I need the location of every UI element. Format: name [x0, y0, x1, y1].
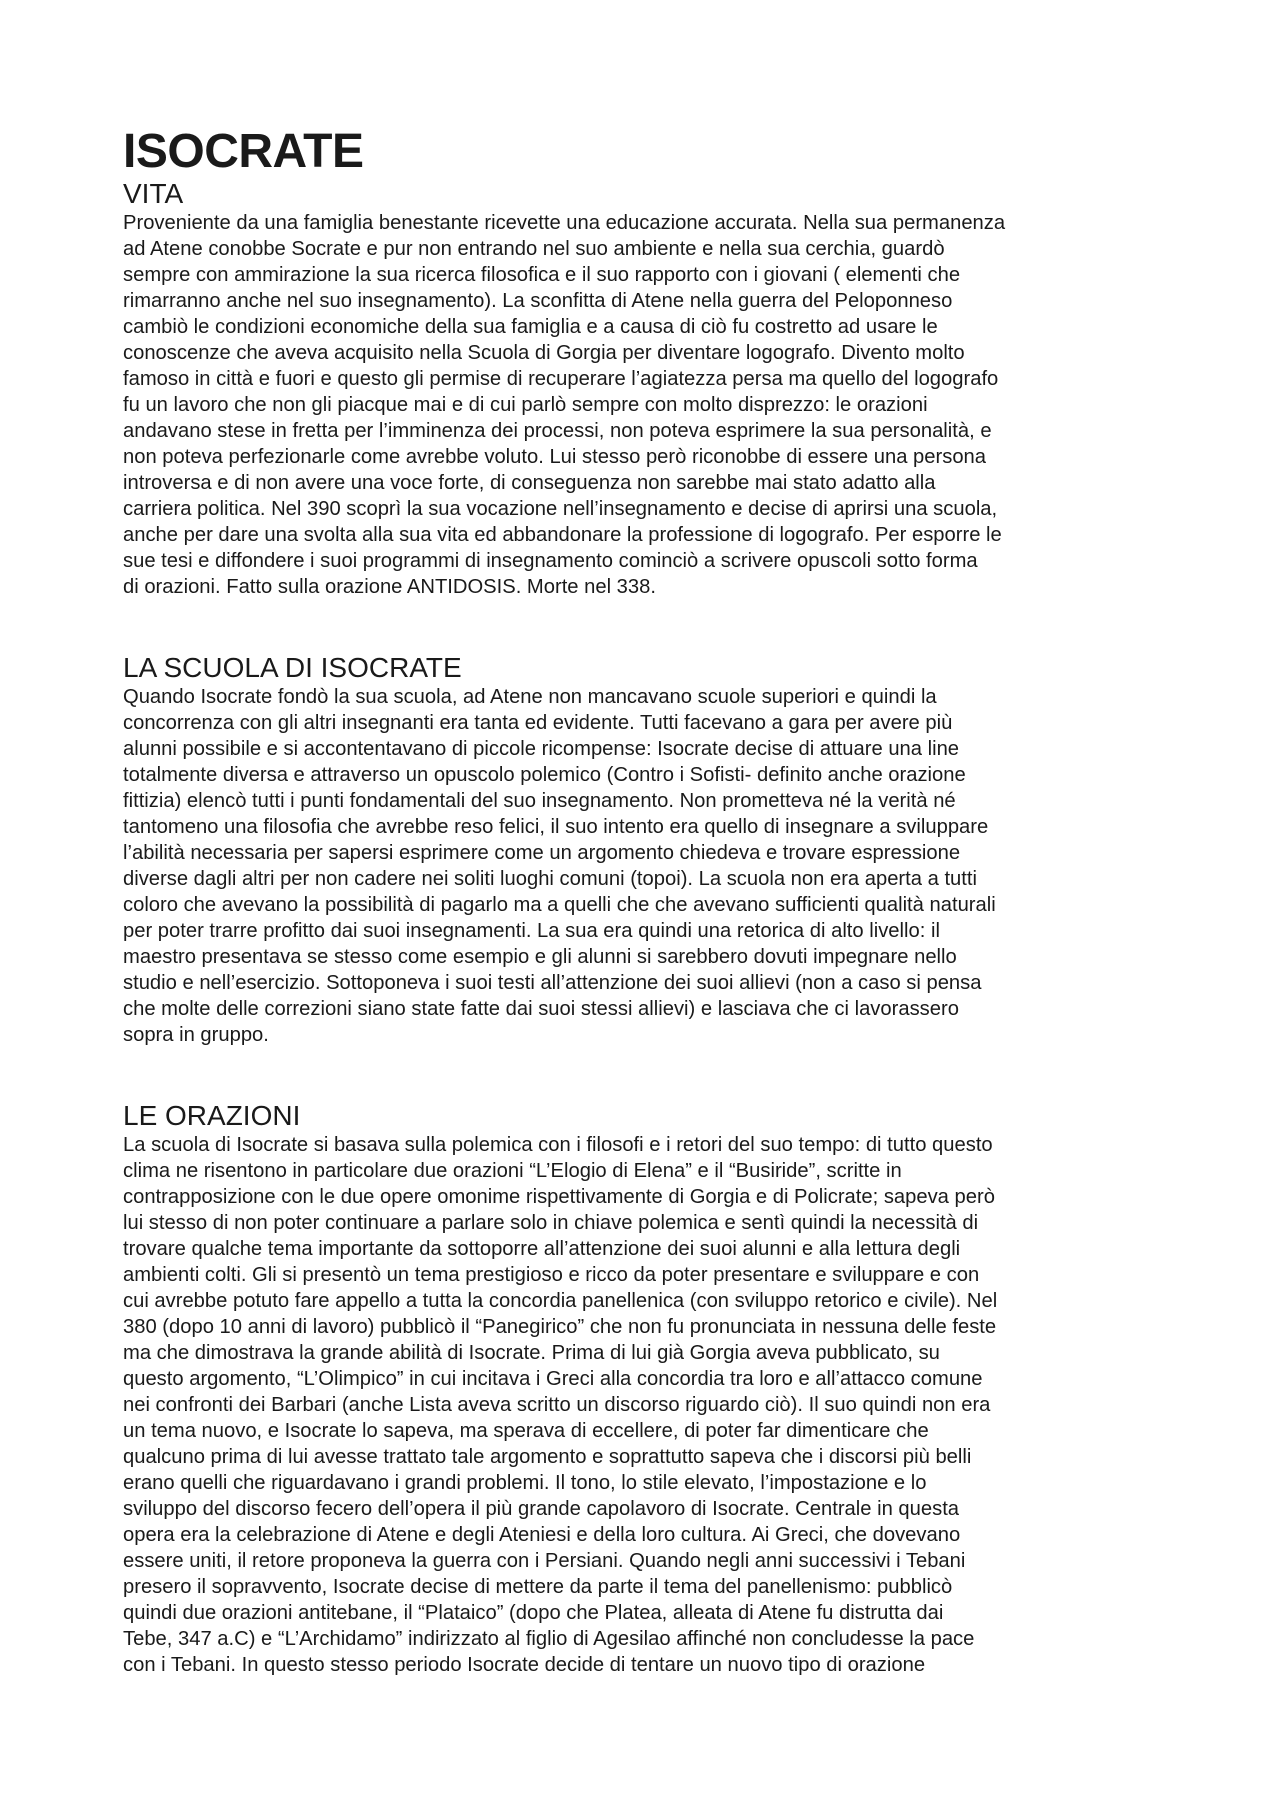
- section-heading-orazioni: LE ORAZIONI: [123, 1100, 301, 1131]
- section-scuola: [123, 652, 1173, 1048]
- section-orazioni: [123, 1100, 1173, 1678]
- section-body-scuola: Quando Isocrate fondò la sua scuola, ad Atene non mancavano scuole superiori e quindi la concorrenza con gli altri insegnanti era tanta ed evidente. Tutti facevano a gara per avere più alunni possibile e si accontentavano di piccole ricompense: Isocrate decise di attuare una line totalmente diversa e attraverso un opuscolo polemico (Contro i Sofisti- definito anche orazione fittizia) elencò tutti i punti fondamentali del suo insegnamento. Non prometteva né la verità né tantomeno una filosofia che avrebbe reso felici, il suo intento era quello di insegnare a sviluppare l’abilità necessaria per sapersi esprimere come un argomento chiedeva e trovare espressione diverse dagli altri per non cadere nei soliti luoghi comuni (topoi). La scuola non era aperta a tutti coloro che avevano la possibilità di pagarlo ma a quelli che che avevano sufficienti qualità naturali per poter trarre profitto dai suoi insegnamenti. La sua era quindi una retorica di alto livello: il maestro presentava se stesso come esempio e gli alunni si sarebbero dovuti impegnare nello studio e nell’esercizio. Sottoponeva i suoi testi all’attenzione dei suoi allievi (non a caso si pensa che molte delle correzioni siano state fatte dai suoi stessi allievi) e lasciava che ci lavorassero sopra in gruppo.: [123, 686, 996, 1046]
- section-vita: [123, 178, 1173, 600]
- document-page: [123, 126, 1173, 1678]
- section-body-orazioni: La scuola di Isocrate si basava sulla polemica con i filosofi e i retori del suo tempo: di tutto questo clima ne risentono in particolare due orazioni “L’Elogio di Elena” e il “Busiride”, scritte in contrapposizione con le due opere omonime rispettivamente di Gorgia e di Policrate; sapeva però lui stesso di non poter continuare a parlare solo in chiave polemica e sentì quindi la necessità di trovare qualche tema importante da sottoporre all’attenzione dei suoi alunni e alla lettura degli ambienti colti. Gli si presentò un tema prestigioso e ricco da poter presentare e sviluppare e con cui avrebbe potuto fare appello a tutta la concordia panellenica (con sviluppo retorico e civile). Nel 380 (dopo 10 anni di lavoro) pubblicò il “Panegirico” che non fu pronunciata in nessuna delle feste ma che dimostrava la grande abilità di Isocrate. Prima di lui già Gorgia aveva pubblicato, su questo argomento, “L’Olimpico” in cui incitava i Greci alla concordia tra loro e all’attacco comune nei confronti dei Barbari (anche Lista aveva scritto un discorso riguardo ciò). Il suo quindi non era un tema nuovo, e Isocrate lo sapeva, ma sperava di eccellere, di poter far dimenticare che qualcuno prima di lui avesse trattato tale argomento e soprattutto sapeva che i discorsi più belli erano quelli che riguardavano i grandi problemi. Il tono, lo stile elevato, l’impostazione e lo sviluppo del discorso fecero dell’opera il più grande capolavoro di Isocrate. Centrale in questa opera era la celebrazione di Atene e degli Ateniesi e della loro cultura. Ai Greci, che dovevano essere uniti, il retore proponeva la guerra con i Persiani. Quando negli anni successivi i Tebani presero il sopravvento, Isocrate decise di mettere da parte il tema del panellenismo: pubblicò quindi due orazioni antitebane, il “Plataico” (dopo che Platea, alleata di Atene fu distrutta dai Tebe, 347 a.C) e “L’Archidamo” indirizzato al figlio di Agesilao affinché non concludesse la pace con i Tebani. In questo stesso periodo Isocrate decide di tentare un nuovo tipo di orazione: [123, 1134, 998, 1676]
- section-heading-vita: VITA: [123, 178, 184, 209]
- section-body-vita: Proveniente da una famiglia benestante ricevette una educazione accurata. Nella sua permanenza ad Atene conobbe Socrate e pur non entrando nel suo ambiente e nella sua cerchia, guardò sempre con ammirazione la sua ricerca filosofica e il suo rapporto con i giovani ( elementi che rimarranno anche nel suo insegnamento). La sconfitta di Atene nella guerra del Peloponneso cambiò le condizioni economiche della sua famiglia e a causa di ciò fu costretto ad usare le conoscenze che aveva acquisito nella Scuola di Gorgia per diventare logografo. Divento molto famoso in città e fuori e questo gli permise di recuperare l’agiatezza persa ma quello del logografo fu un lavoro che non gli piacque mai e di cui parlò sempre con molto disprezzo: le orazioni andavano stese in fretta per l’imminenza dei processi, non poteva esprimere la sua personalità, e non poteva perfezionarle come avrebbe voluto. Lui stesso però riconobbe di essere una persona introversa e di non avere una voce forte, di conseguenza non sarebbe mai stato adatto alla carriera politica. Nel 390 scoprì la sua vocazione nell’insegnamento e decise di aprirsi una scuola, anche per dare una svolta alla sua vita ed abbandonare la professione di logografo. Per esporre le sue tesi e diffondere i suoi programmi di insegnamento cominciò a scrivere opuscoli sotto forma di orazioni. Fatto sulla orazione ANTIDOSIS. Morte nel 338.: [123, 212, 1006, 598]
- section-heading-scuola: LA SCUOLA DI ISOCRATE: [123, 652, 462, 683]
- document-title: ISOCRATE: [123, 125, 364, 178]
